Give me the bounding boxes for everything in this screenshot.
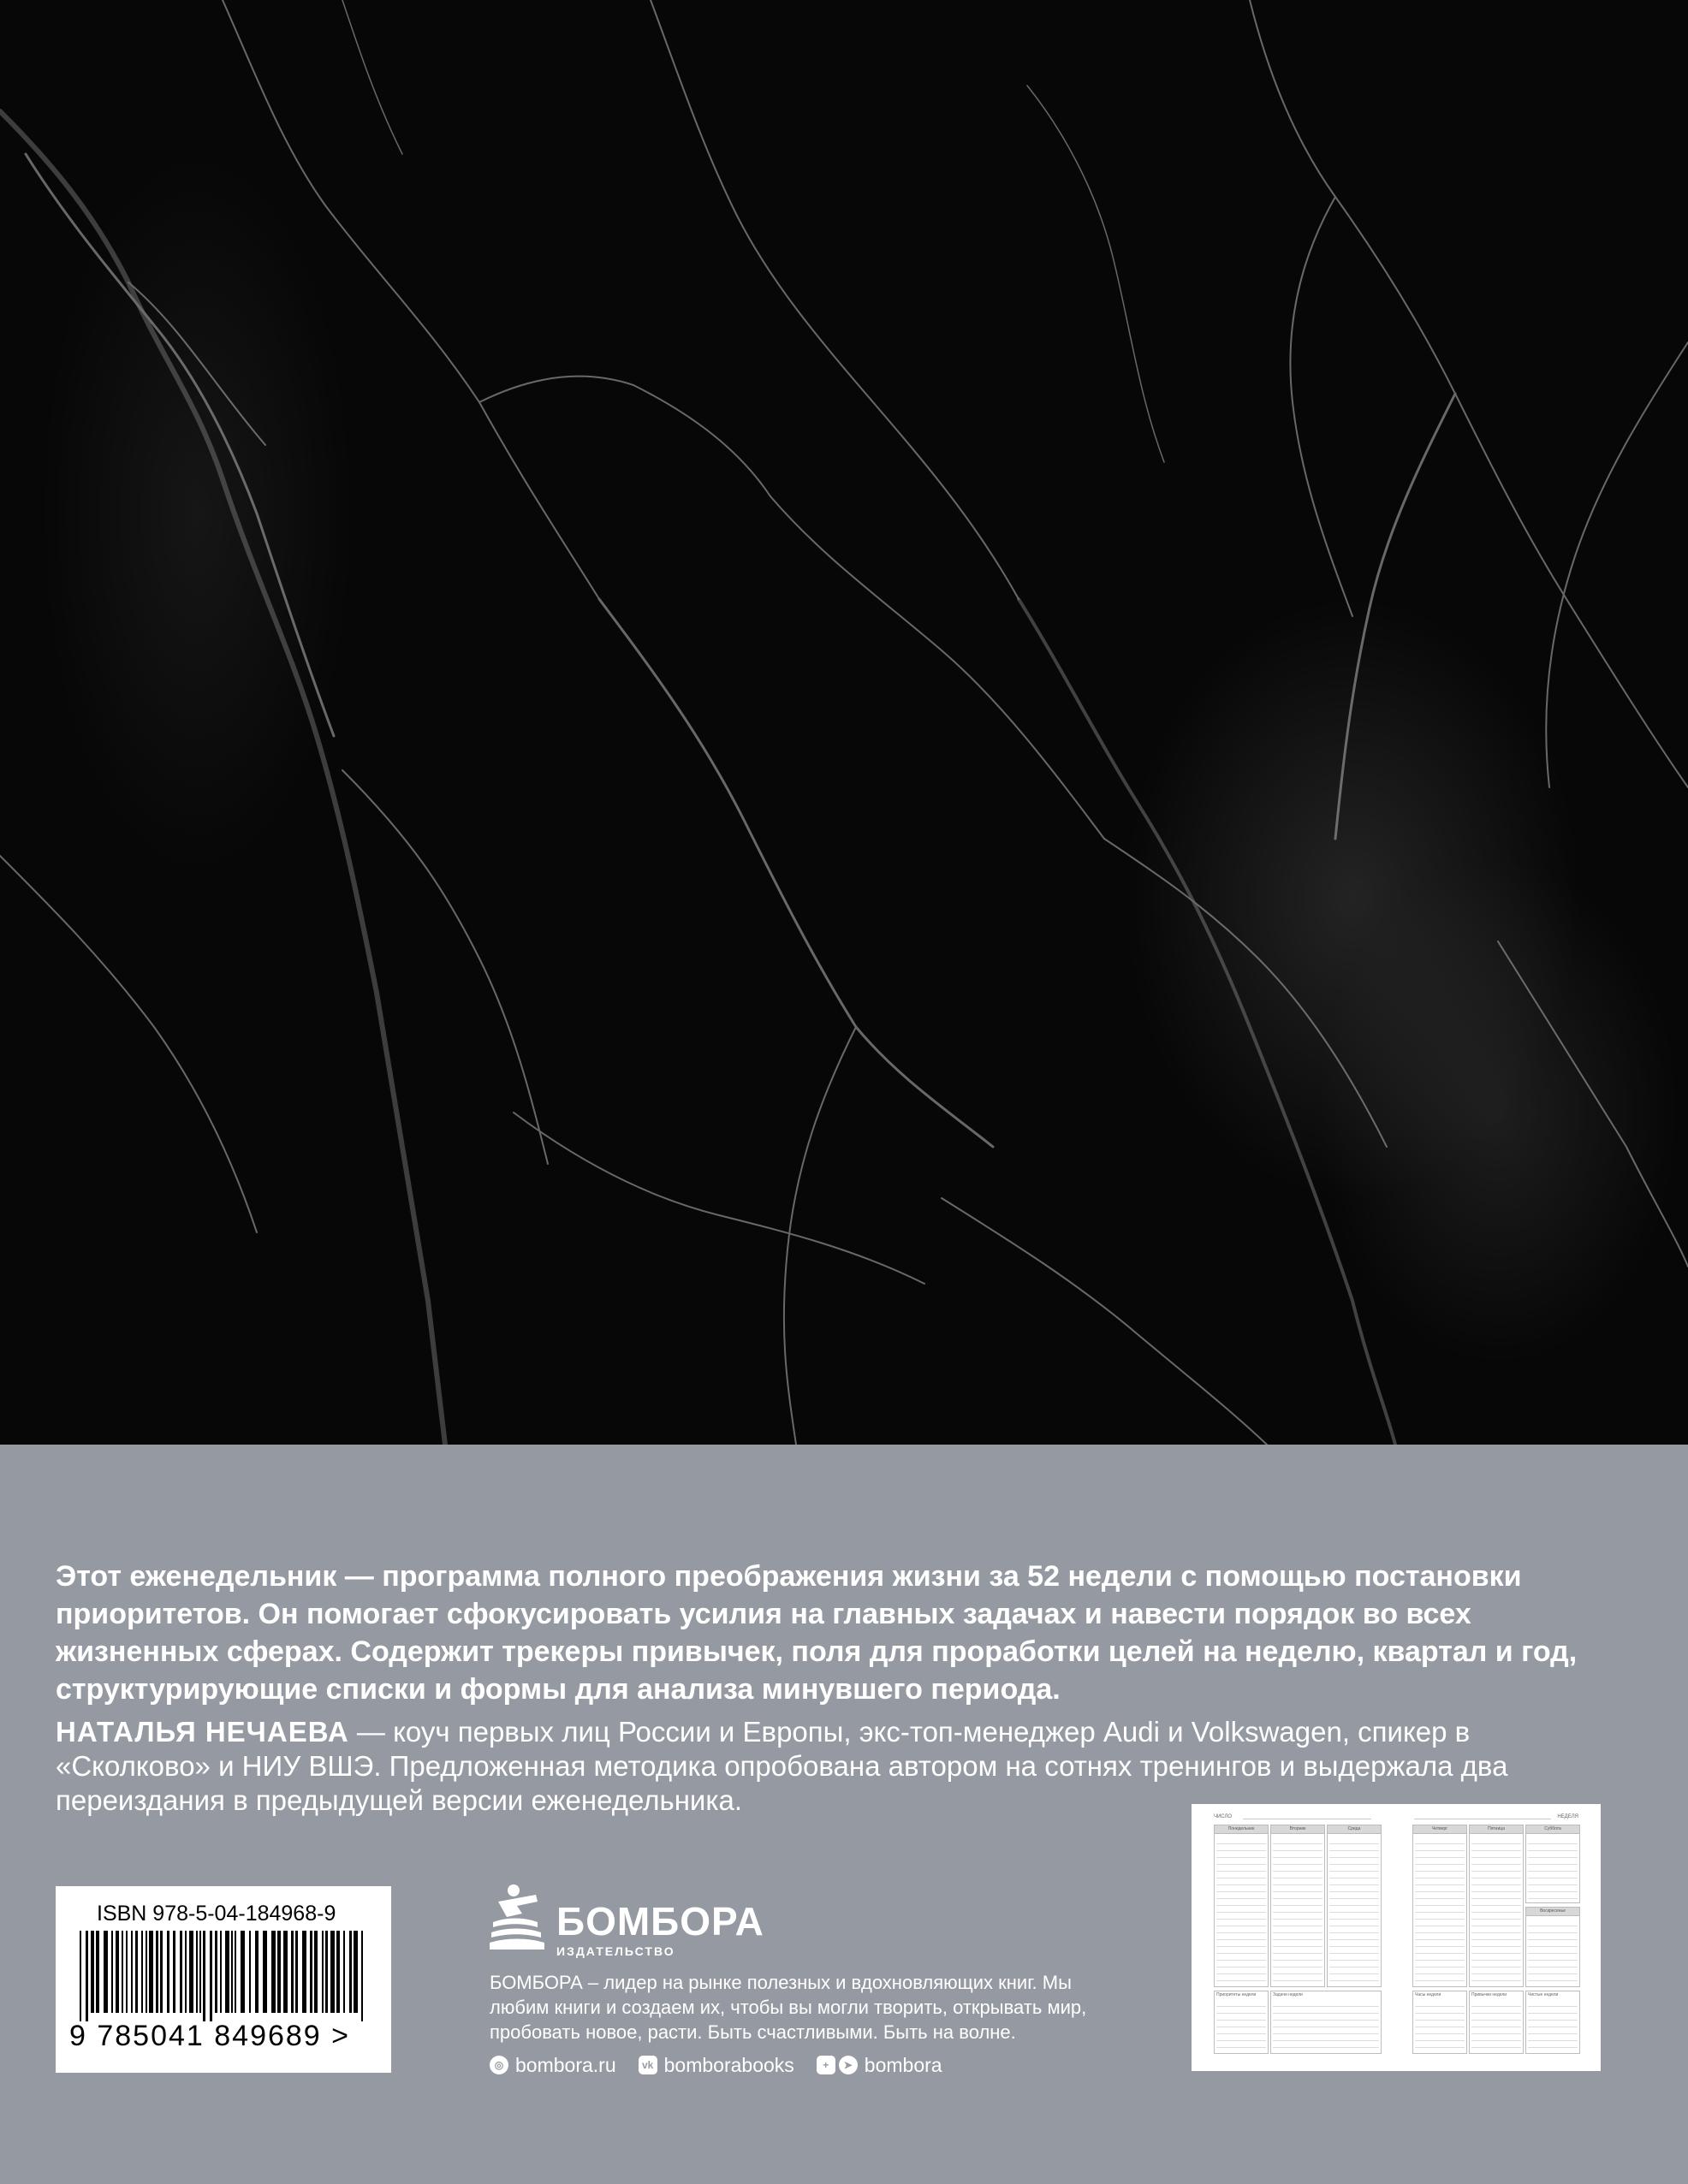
planner-day-column: Воскресенье [1525,1907,1580,1987]
vk-icon: vk [639,2056,657,2074]
social-telegram[interactable] [817,2054,942,2077]
planner-right-label: НЕДЕЛЯ [1557,1814,1578,1819]
planner-preview [1192,1804,1601,2071]
publisher-logo-name: БОМБОРА [556,1899,764,1944]
social-links [490,2051,965,2079]
planner-box: Чистые недели [1525,1991,1580,2054]
planner-box: Привычки недели [1469,1991,1524,2054]
bombora-logo-icon [488,1883,548,1953]
barcode-box [56,1886,391,2073]
social-website[interactable] [490,2054,616,2077]
isbn-digits: 9 785041 849689 > [69,2020,351,2052]
publisher-logo-sub: ИЗДАТЕЛЬСТВО [556,1944,675,1958]
planner-day-column: Среда [1327,1825,1382,1987]
social-telegram-label: bombora [864,2053,942,2076]
planner-box: Часы недели [1412,1991,1467,2054]
barcode-icon [74,1931,374,2021]
telegram-icon: ➤ [839,2056,858,2074]
author-bio-text: — коуч первых лиц России и Европы, экс-топ-менеджер Audi и Volkswagen, спикер в «Сколково» и НИУ ВШЭ. Предложенная методика опробована автором на сотнях тренингов и выдержала два переиздания в предыдущей версии еженедельника. [56,1716,1508,1816]
social-vk[interactable] [639,2054,794,2077]
planner-box: Задачи недели [1270,1991,1382,2054]
planner-box: Приоритеты недели [1214,1991,1269,2054]
planner-day-column: Суббота [1525,1825,1580,1903]
author-bio [56,1715,1631,1818]
planner-left-label: ЧИСЛО [1214,1814,1233,1819]
publisher-tagline: БОМБОРА – лидер на рынке полезных и вдохновляющих книг. Мы любим книги и создаем их, чтобы вы могли творить, открывать мир, пробовать новое, расти. Быть счастливыми. Быть на волне. [490,1972,1087,2043]
planner-day-column: Понедельник [1214,1825,1269,1987]
social-website-label: bombora.ru [515,2053,616,2076]
social-vk-label: bomborabooks [663,2053,794,2076]
book-description: Этот еженедельник — программа полного преображения жизни за 52 недели с помощью постановки приоритетов. Он помогает сфокусировать усилия на главных задачах и навести порядок во всех жизненных сферах. Содержит трекеры привычек, поля для проработки целей на неделю, квартал и год, структурирующие списки и формы для анализа минувшего периода. [56,1560,1578,1706]
author-name: НАТАЛЬЯ НЕЧАЕВА [56,1716,349,1748]
isbn-label: ISBN 978-5-04-184968-9 [97,1902,336,1926]
planner-day-column: Вторник [1270,1825,1325,1987]
planner-day-column: Пятница [1469,1825,1524,1987]
plus-icon: + [817,2056,835,2074]
globe-icon: ◎ [490,2056,508,2074]
planner-day-column: Четверг [1412,1825,1467,1987]
